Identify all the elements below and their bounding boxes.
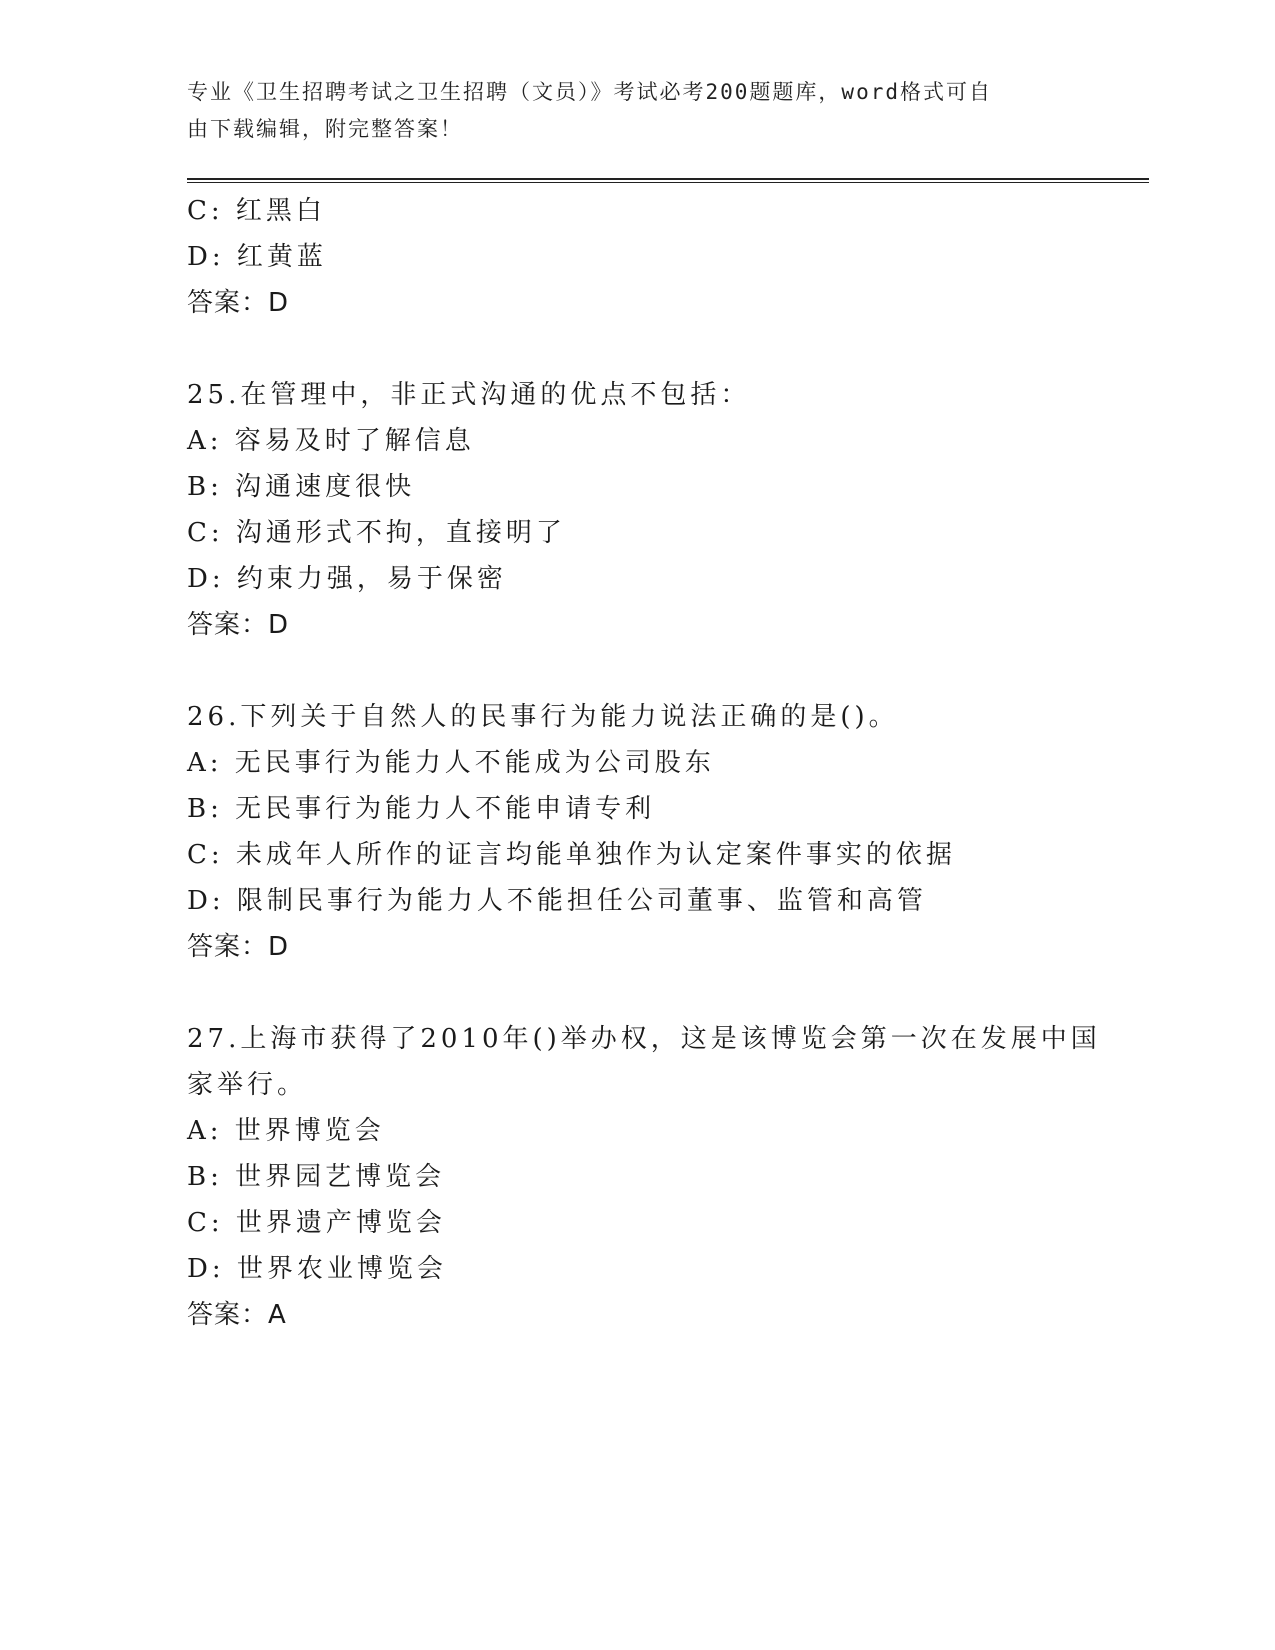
option-c: C: 沟通形式不拘，直接明了 <box>187 518 566 548</box>
option-c: C: 世界遗产博览会 <box>187 1208 446 1238</box>
option-a: A: 无民事行为能力人不能成为公司股东 <box>187 748 715 778</box>
option-c: C: 未成年人所作的证言均能单独作为认定案件事实的依据 <box>187 840 956 870</box>
option-a: A: 容易及时了解信息 <box>187 426 475 456</box>
spacer <box>187 970 1147 1016</box>
answer-line: 答案：D <box>187 932 290 962</box>
question-list <box>187 188 1147 1338</box>
header-divider <box>187 178 1149 183</box>
answer-line: 答案：A <box>187 1300 287 1330</box>
option-b: B: 沟通速度很快 <box>187 472 416 502</box>
spacer <box>187 326 1147 372</box>
option-d: D: 约束力强，易于保密 <box>187 564 507 594</box>
header-line-2: 由下载编辑，附完整答案！ <box>187 117 463 141</box>
question-stem-27-continued: 家举行。 <box>187 1070 308 1100</box>
option-d: D: 限制民事行为能力人不能担任公司董事、监管和高管 <box>187 886 927 916</box>
option-d: D: 红黄蓝 <box>187 242 327 272</box>
option-a: A: 世界博览会 <box>187 1116 385 1146</box>
question-stem-26: 26.下列关于自然人的民事行为能力说法正确的是()。 <box>187 702 899 732</box>
question-stem-25: 25.在管理中，非正式沟通的优点不包括： <box>187 380 751 410</box>
question-stem-27: 27.上海市获得了2010年()举办权，这是该博览会第一次在发展中国 <box>187 1024 1101 1054</box>
document-header <box>187 74 1067 148</box>
option-b: B: 世界园艺博览会 <box>187 1162 446 1192</box>
answer-line: 答案：D <box>187 610 290 640</box>
header-line-1: 专业《卫生招聘考试之卫生招聘（文员）》考试必考200题题库，word格式可自 <box>187 80 992 104</box>
spacer <box>187 648 1147 694</box>
answer-line: 答案：D <box>187 288 290 318</box>
option-c: C: 红黑白 <box>187 196 326 226</box>
option-d: D: 世界农业博览会 <box>187 1254 447 1284</box>
option-b: B: 无民事行为能力人不能申请专利 <box>187 794 656 824</box>
